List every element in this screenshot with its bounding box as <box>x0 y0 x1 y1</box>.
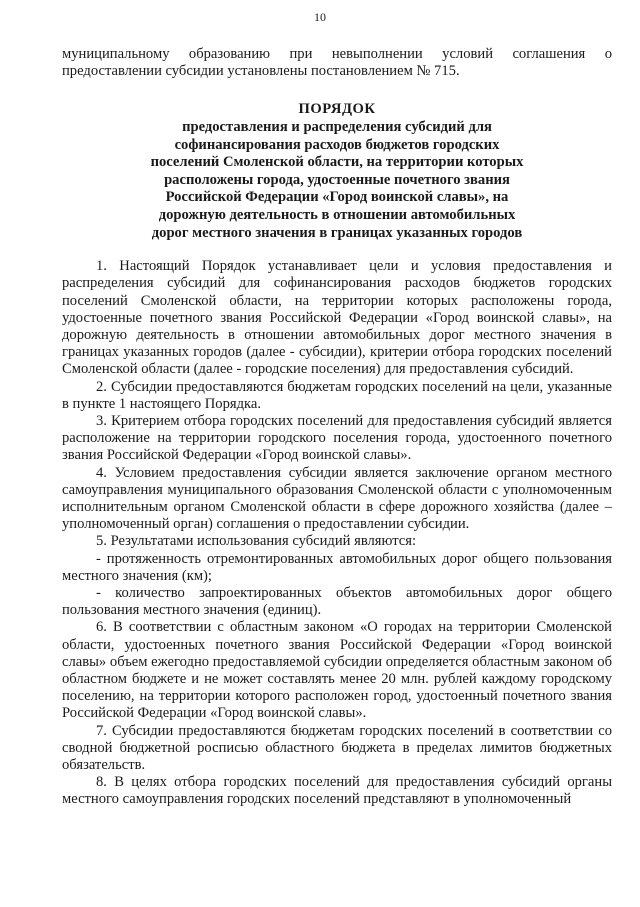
section-heading <box>62 101 612 242</box>
heading-line: поселений Смоленской области, на территории которых <box>150 154 524 171</box>
page-number: 10 <box>314 10 326 24</box>
heading-line: Российской Федерации «Город воинской славы», на <box>165 189 509 206</box>
list-item-result-2: - количество запроектированных объектов автомобильных дорог общего пользования местного значения (единиц). <box>62 585 612 619</box>
paragraph-8: 8. В целях отбора городских поселений для предоставления субсидий органы местного самоуправления городских поселений представляют в уполномоченный <box>62 774 612 808</box>
heading-line: софинансирования расходов бюджетов городских <box>174 136 500 153</box>
paragraph-1: 1. Настоящий Порядок устанавливает цели и условия предоставления и распределения субсидий для софинансирования расходов бюджетов городских поселений Смоленской области, на территории которых расположены города, удостоенные почетного звания Российской Федерации «Город воинской славы», на дорожную деятельность в отношении автомобильных дорог местного значения в границах указанных городов (далее - субсидии), критерии отбора городских поселений Смоленской области (далее - городские поселения) для предоставления субсидий. <box>62 258 612 378</box>
paragraph-5: 5. Результатами использования субсидий являются: <box>96 533 417 550</box>
list-item-result-1: - протяженность отремонтированных автомобильных дорог общего пользования местного значения (км); <box>62 550 612 584</box>
intro-paragraph: муниципальному образованию при невыполнении условий соглашения о предоставлении субсидии установлены постановлением № 715. <box>62 46 612 80</box>
heading-line: расположены города, удостоенные почетного звания <box>164 171 510 188</box>
paragraph-7: 7. Субсидии предоставляются бюджетам городских поселений в соответствии со сводной бюджетной росписью областного бюджета в пределах лимитов бюджетных обязательств. <box>62 722 612 774</box>
paragraph-2: 2. Субсидии предоставляются бюджетам городских поселений на цели, указанные в пункте 1 настоящего Порядка. <box>62 378 612 412</box>
document-body <box>62 46 612 809</box>
heading-line: дорог местного значения в границах указанных городов <box>151 224 523 241</box>
paragraph-6: 6. В соответствии с областным законом «О городах на территории Смоленской области, удостоенных почетного звания Российской Федерации «Город воинской славы» объем ежегодно предоставляемой субсидии определяется областным законом об областном бюджете и не может составлять менее 20 млн. рублей каждому городскому поселению, на территории которого расположен город, удостоенный почетного звания Российской Федерации «Город воинской славы». <box>62 619 612 722</box>
heading-line: предоставления и распределения субсидий для <box>182 119 492 135</box>
paragraph-4: 4. Условием предоставления субсидии является заключение органом местного самоуправления муниципального образования Смоленской области с уполномоченным исполнительным органом Смоленской области в сфере дорожного хозяйства (далее – уполномоченный орган) соглашения о предоставлении субсидии. <box>62 464 612 533</box>
heading-title: ПОРЯДОК <box>298 101 376 118</box>
paragraph-3: 3. Критерием отбора городских поселений для предоставления субсидий является расположение на территории городского поселения города, удостоенного почетного звания Российской Федерации «Город воинской славы». <box>62 412 612 464</box>
heading-line: дорожную деятельность в отношении автомобильных <box>158 206 516 223</box>
